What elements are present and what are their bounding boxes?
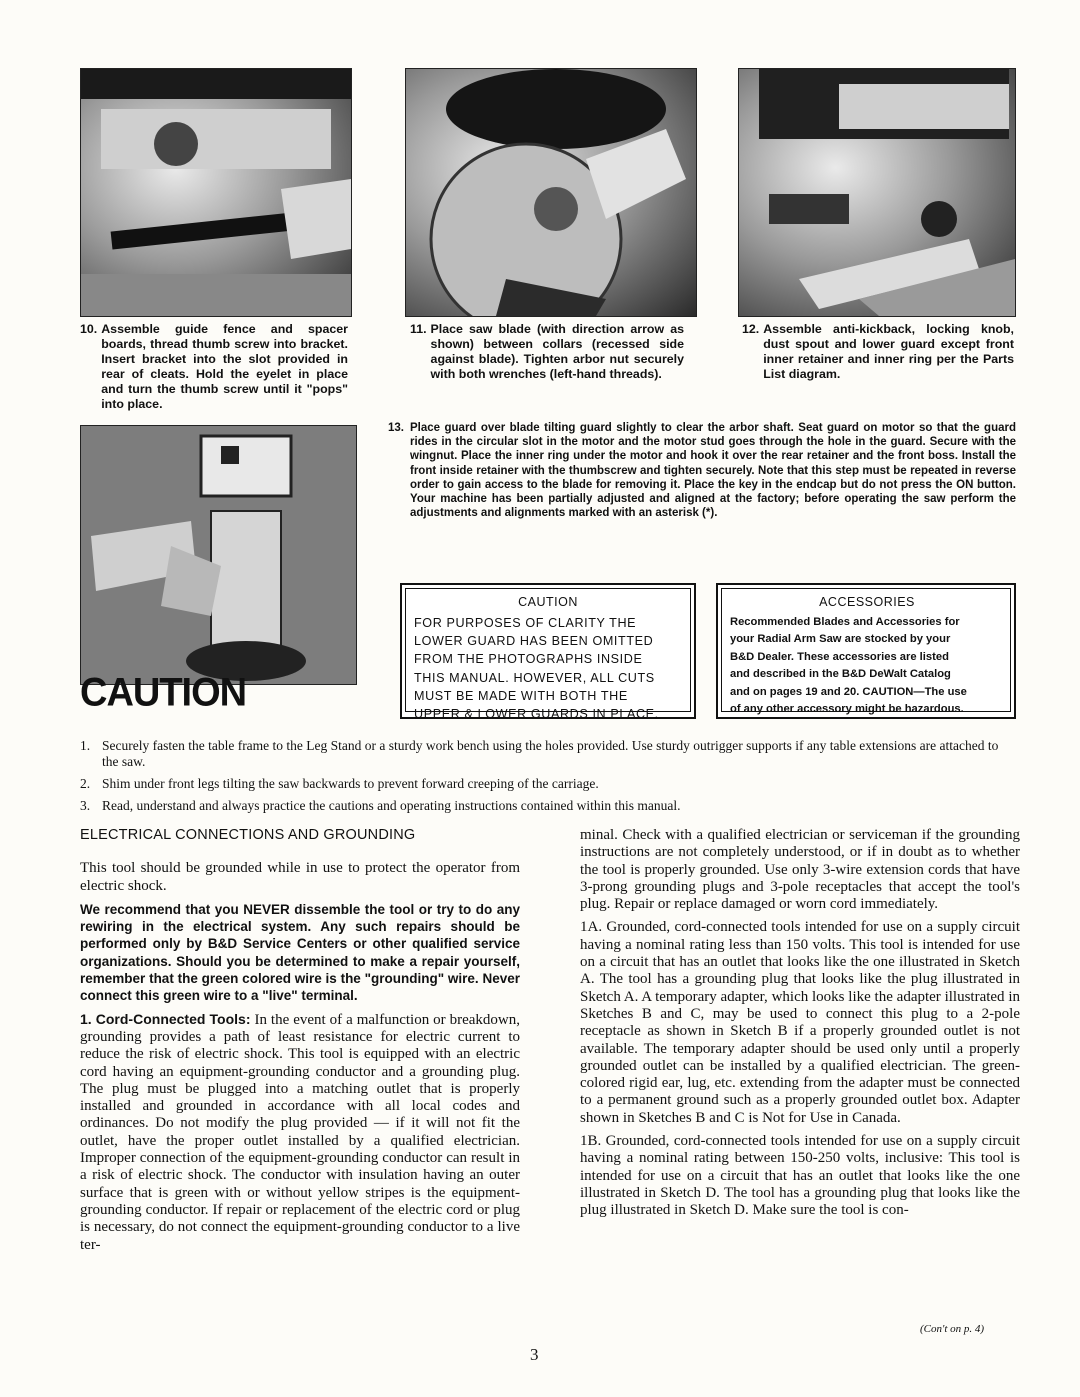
photo-saw-blade bbox=[405, 68, 697, 317]
accessories-box-line: your Radial Arm Saw are stocked by your bbox=[730, 633, 951, 646]
page-number: 3 bbox=[530, 1345, 539, 1364]
electrical-warning: We recommend that you NEVER dissemble the tool or try to do any rewiring in the electrical system. Any such repairs should be performed only by B&D Service Centers or other qualified service organizations. Should you be determined to make a repair yourself, remember that the green colored wire is the "grounding" wire. Never connect this green wire to a "live" terminal. bbox=[80, 901, 520, 1004]
accessories-box bbox=[716, 583, 1016, 719]
cord-connected-label: 1. Cord-Connected Tools: bbox=[80, 1010, 251, 1027]
photo-guide-fence bbox=[80, 68, 352, 317]
electrical-intro: This tool should be grounded while in use to protect the operator from electric shock. bbox=[80, 860, 520, 894]
list-item: 3. Read, understand and always practice the cautions and operating instructions contained within this manual. bbox=[80, 798, 681, 813]
photo-motor-guard bbox=[80, 425, 357, 685]
step-13-text: Place guard over blade tilting guard slightly to clear the arbor shaft. Seat guard on motor so that the guard rides in the circular slot in the motor and the motor stud goes through the hole in the guard. Secure with the wingnut. Place the inner ring under the motor and hook it over the rear retainer and the front boss. Install the front inside retainer with the thumbscrew and tighten securely. Note that this step must be repeated in reverse order to gain access to the blade for removing it. Place the key in the endcap but do not press the ON button. Your machine has been partially adjusted and aligned at the factory; before operating the saw perform the adjustments and alignments marked with an asterisk (*). bbox=[410, 422, 1016, 520]
right-paragraph: minal. Check with a qualified electrician or serviceman if the grounding instructions are not completely understood, or if in doubt as to whether the tool is properly grounded. Use only 3-wire extension cords that have 3-prong grounding plugs and 3-pole receptacles that accept the tool's plug. Repair or replace damaged or worn cord immediately. bbox=[580, 827, 1020, 913]
step-13-number: 13. bbox=[388, 422, 404, 434]
caption-step-10: 10. Assemble guide fence and spacer boards, thread thumb screw into bracket. Insert bracket into the slot provided in rear of cleats. Hold the eyelet in place and turn the thumb screw until it "pops" into place. bbox=[80, 322, 348, 411]
caution-box-line: FROM THE PHOTOGRAPHS INSIDE bbox=[414, 652, 643, 667]
caution-heading: CAUTION bbox=[80, 670, 247, 716]
section-heading: ELECTRICAL CONNECTIONS AND GROUNDING bbox=[80, 827, 416, 843]
setup-steps bbox=[80, 738, 1018, 820]
list-item: 1. Securely fasten the table frame to the Leg Stand or a sturdy work bench using the holes provided. Use sturdy outrigger supports if any table extensions are attached to the saw. bbox=[80, 738, 999, 769]
accessories-box-title: ACCESSORIES bbox=[819, 595, 915, 609]
caution-box-line: LOWER GUARD HAS BEEN OMITTED bbox=[414, 634, 654, 649]
accessories-box-line: Recommended Blades and Accessories for bbox=[730, 616, 960, 628]
caption-step-11: 11. Place saw blade (with direction arrow as shown) between collars (recessed side against blade). Tighten arbor nut securely with both wrenches (left-hand threads). bbox=[410, 322, 684, 381]
caution-box-line: UPPER & LOWER GUARDS IN PLACE. bbox=[414, 707, 659, 722]
continued-note: (Con't on p. 4) bbox=[920, 1323, 985, 1335]
cord-connected-text: In the event of a malfunction or breakdown, grounding provides a path of least resistance for electric current to reduce the risk of electric shock. This tool is equipped with an electric cord having an equipment-grounding conductor and a grounding plug. The plug must be plugged into a matching outlet that is properly installed and grounded in accordance with all local codes and ordinances. Do not modify the plug provided — if it will not fit the outlet, have the proper outlet installed by a qualified electrician. Improper connection of the equipment-grounding conductor can result in a risk of electric shock. The conductor with insulation having an outer surface that is green with or without yellow stripes is the equipment-grounding conductor. If repair or replacement of the electric cord or plug is necessary, do not connect the equipment-grounding conductor to a live ter- bbox=[80, 1011, 521, 1253]
caption-step-12: 12. Assemble anti-kickback, locking knob, dust spout and lower guard except front inner retainer and inner ring per the Parts List diagram. bbox=[742, 322, 1014, 381]
accessories-box-line: and on pages 19 and 20. CAUTION—The use bbox=[730, 685, 967, 698]
electrical-right-column bbox=[580, 827, 1020, 1226]
caution-box-line: THIS MANUAL. HOWEVER, ALL CUTS bbox=[414, 670, 655, 685]
cord-connected-tools bbox=[80, 1011, 520, 1254]
electrical-left-column bbox=[80, 827, 520, 1260]
photo-lower-guard bbox=[738, 68, 1016, 317]
list-item: 2. Shim under front legs tilting the saw backwards to prevent forward creeping of the carriage. bbox=[80, 776, 599, 791]
caution-box-title: CAUTION bbox=[518, 595, 578, 609]
accessories-box-line: and described in the B&D DeWalt Catalog bbox=[730, 668, 951, 681]
right-paragraph-1b: 1B. Grounded, cord-connected tools intended for use on a supply circuit having a nominal rating between 150-250 volts, inclusive: This tool is intended for use on a circuit that has an outlet that looks like the one illustrated in Sketch D. The tool has a grounding plug that looks like the plug illustrated in Sketch D. Make sure the tool is con- bbox=[580, 1133, 1020, 1219]
accessories-box-line: B&D Dealer. These accessories are listed bbox=[730, 650, 949, 663]
step-13 bbox=[388, 421, 1016, 520]
caution-box-line: FOR PURPOSES OF CLARITY THE bbox=[414, 616, 637, 630]
caution-box-line: MUST BE MADE WITH BOTH THE bbox=[414, 688, 628, 703]
caution-box bbox=[400, 583, 696, 722]
accessories-box-line: of any other accessory might be hazardous. bbox=[730, 703, 964, 716]
right-paragraph-1a: 1A. Grounded, cord-connected tools intended for use on a supply circuit having a nominal rating less than 150 volts. This tool is intended for use on a circuit that has an outlet that looks like the one illustrated in Sketch A. The tool has a grounding plug that looks like the plug illustrated in Sketch A. A temporary adapter, which looks like the adapter illustrated in Sketches B and C, may be used to connect this plug to a 2-pole receptacle as shown in Sketch B if a properly grounded outlet is not available. The temporary adapter should be used only until a properly grounded outlet can be installed by a qualified electrician. The green-colored rigid ear, lug, etc. extending from the adapter must be connected to a permanent ground such as a properly grounded outlet box. Adapter shown in Sketches B and C is Not for Use in Canada. bbox=[580, 919, 1020, 1126]
